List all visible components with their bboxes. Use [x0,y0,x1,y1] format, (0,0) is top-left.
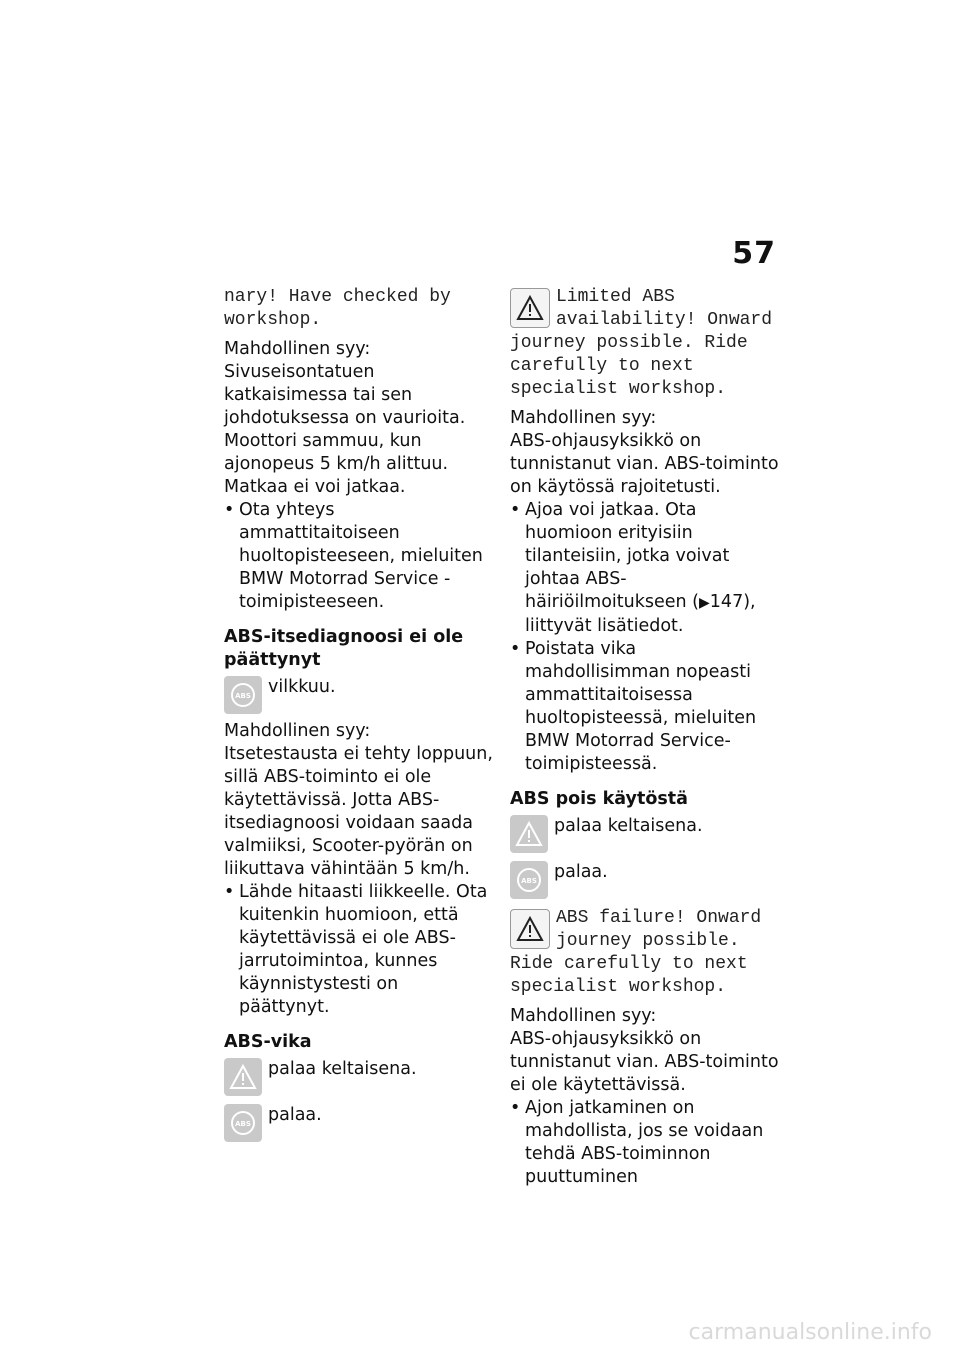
cause-label: Mahdollinen syy: [224,339,371,359]
bullet-icon: • [510,1098,521,1118]
bullet-text: Poistata vika mahdollisimman nopeasti ammattitaitoisessa huoltopisteessä, mieluiten BMW Motorrad Service-toimipisteessä. [525,639,757,774]
right-column [510,286,780,1189]
list-item [510,1097,780,1189]
bullet-icon: • [510,500,521,520]
indicator-status: palaa. [554,862,608,882]
cause-text: ABS-ohjausyksikkö on tunnistanut vian. ABS-toiminto ei ole käytettävissä. [510,1029,779,1095]
section-heading-abs-off: ABS pois käytöstä [510,789,688,809]
section-heading-abs-selftest: ABS-itsediagnoosi ei ole päättynyt [224,627,464,670]
warning-text-abs-failure: ABS failure! Onward journey possible. Ride carefully to next specialist workshop. [510,908,762,997]
abs-indicator-icon [224,1104,262,1142]
warning-text-continued: nary! Have checked by workshop. [224,287,451,330]
bullet-icon: • [224,500,235,520]
left-column [224,286,494,1142]
page-reference-arrow-icon: ▶ [699,595,710,611]
page-number: 57 [732,236,776,271]
indicator-row [224,676,494,714]
section-heading-abs-fault: ABS-vika [224,1032,312,1052]
bullet-icon: • [224,882,235,902]
abs-indicator-icon [224,676,262,714]
cause-label: Mahdollinen syy: [510,1006,657,1026]
cause-text: Sivuseisontatuen katkaisimessa tai sen johdotuksessa on vaurioita. Moottori sammuu, kun ajonopeus 5 km/h alittuu. Matkaa ei voi jatkaa. [224,362,466,497]
indicator-status: palaa keltaisena. [268,1059,417,1079]
bullet-text: Ajoa voi jatkaa. Ota huomioon erityisiin tilanteisiin, jotka voivat johtaa ABS-häiriöilmoitukseen ( [525,500,730,612]
indicator-row [224,1104,494,1142]
cause-text: Itsetestausta ei tehty loppuun, sillä ABS-toiminto ei ole käytettävissä. Jotta ABS-itsediagnoosi voidaan saada valmiiksi, Scooter-pyörän on liikuttava vähintään 5 km/h. [224,744,493,879]
cause-label: Mahdollinen syy: [510,408,657,428]
warning-triangle-icon [510,815,548,853]
list-item [510,638,780,776]
list-item [510,499,780,638]
bullet-text: Ota yhteys ammattitaitoiseen huoltopisteeseen, mieluiten BMW Motorrad Service -toimipisteeseen. [239,500,483,612]
warning-text-limited-abs: Limited ABS availability! Onward journey possible. Ride carefully to next specialist workshop. [510,287,773,399]
abs-indicator-icon [510,861,548,899]
bullet-text: Lähde hitaasti liikkeelle. Ota kuitenkin huomioon, että käytettävissä ei ole ABS-jarrutoimintoa, kunnes käynnistystesti on päättynyt. [239,882,488,1017]
warning-triangle-icon [510,288,550,328]
indicator-status: palaa. [268,1105,322,1125]
indicator-status: palaa keltaisena. [554,816,703,836]
list-item [224,881,494,1019]
warning-block [510,907,780,999]
indicator-row [510,815,780,853]
indicator-row [224,1058,494,1096]
bullet-text: ), liittyvät lisätiedot. [525,592,756,636]
page-reference[interactable]: 147 [709,592,744,612]
warning-triangle-icon [510,909,550,949]
watermark: carmanualsonline.info [688,1320,932,1345]
svg-text:ABS: ABS [235,1120,251,1128]
list-item [224,499,494,614]
cause-text: ABS-ohjausyksikkö on tunnistanut vian. ABS-toiminto on käytössä rajoitetusti. [510,431,779,497]
bullet-icon: • [510,639,521,659]
indicator-row [510,861,780,899]
bullet-text: Ajon jatkaminen on mahdollista, jos se voidaan tehdä ABS-toiminnon puuttuminen [525,1098,764,1187]
svg-text:ABS: ABS [235,692,251,700]
warning-triangle-icon [224,1058,262,1096]
indicator-status: vilkkuu. [268,677,336,697]
svg-text:ABS: ABS [521,877,537,885]
cause-label: Mahdollinen syy: [224,721,371,741]
